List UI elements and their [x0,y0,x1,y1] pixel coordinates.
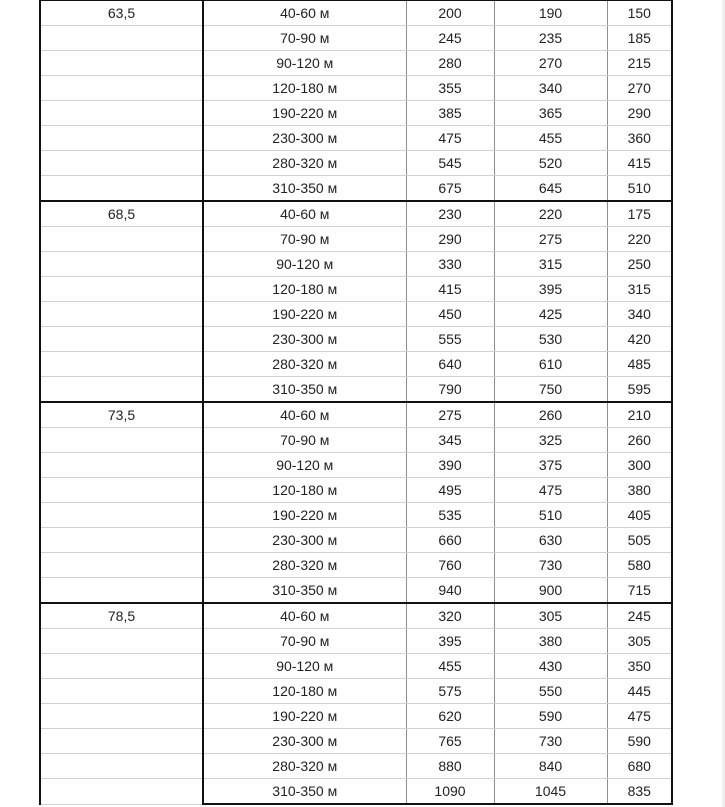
price-cell-1: 1090 [406,779,494,805]
table-row [40,503,672,528]
size-cell-empty [40,252,203,277]
size-cell-empty [40,704,203,729]
price-cell-3: 445 [607,679,672,704]
price-cell-2: 455 [494,126,607,151]
length-cell: 190-220 м [203,302,406,327]
price-cell-2: 235 [494,26,607,51]
price-cell-1: 320 [406,603,494,629]
table-row [40,779,672,805]
size-cell-empty [40,578,203,604]
price-cell-2: 315 [494,252,607,277]
length-cell: 90-120 м [203,453,406,478]
price-table [39,0,673,805]
price-cell-2: 375 [494,453,607,478]
length-cell: 120-180 м [203,277,406,302]
size-cell: 78,5 [40,603,203,629]
price-cell-1: 275 [406,402,494,428]
price-cell-3: 510 [607,176,672,202]
size-cell-empty [40,352,203,377]
table-row [40,176,672,202]
price-cell-3: 300 [607,453,672,478]
size-cell-empty [40,51,203,76]
length-cell: 40-60 м [203,201,406,227]
table-row [40,151,672,176]
length-cell: 70-90 м [203,26,406,51]
size-cell-empty [40,302,203,327]
price-cell-1: 790 [406,377,494,403]
price-cell-1: 245 [406,26,494,51]
price-cell-1: 450 [406,302,494,327]
price-cell-3: 305 [607,629,672,654]
price-cell-1: 535 [406,503,494,528]
price-cell-3: 505 [607,528,672,553]
price-cell-2: 510 [494,503,607,528]
price-cell-2: 750 [494,377,607,403]
table-row [40,578,672,604]
price-cell-2: 610 [494,352,607,377]
table-row [40,704,672,729]
price-cell-1: 330 [406,252,494,277]
table-row [40,277,672,302]
table-row [40,553,672,578]
length-cell: 190-220 м [203,704,406,729]
price-cell-1: 280 [406,51,494,76]
price-cell-1: 940 [406,578,494,604]
length-cell: 310-350 м [203,779,406,805]
price-cell-3: 360 [607,126,672,151]
price-cell-1: 385 [406,101,494,126]
price-cell-1: 455 [406,654,494,679]
table-row [40,252,672,277]
length-cell: 230-300 м [203,327,406,352]
size-cell-empty [40,377,203,403]
price-cell-2: 325 [494,428,607,453]
size-cell-empty [40,176,203,202]
table-row [40,352,672,377]
price-cell-1: 395 [406,629,494,654]
price-cell-2: 430 [494,654,607,679]
price-cell-1: 355 [406,76,494,101]
table-row [40,679,672,704]
table-row [40,302,672,327]
size-cell-empty [40,779,203,805]
size-cell-empty [40,478,203,503]
table-body [40,0,672,804]
price-cell-3: 350 [607,654,672,679]
table-row [40,528,672,553]
price-cell-3: 260 [607,428,672,453]
price-cell-2: 260 [494,402,607,428]
length-cell: 310-350 м [203,578,406,604]
size-cell-empty [40,629,203,654]
length-cell: 230-300 м [203,126,406,151]
table-row [40,729,672,754]
size-cell: 68,5 [40,201,203,227]
price-cell-3: 590 [607,729,672,754]
price-cell-3: 340 [607,302,672,327]
size-cell-empty [40,428,203,453]
price-cell-3: 680 [607,754,672,779]
price-cell-2: 520 [494,151,607,176]
price-cell-1: 880 [406,754,494,779]
price-cell-2: 630 [494,528,607,553]
price-cell-1: 345 [406,428,494,453]
price-cell-2: 380 [494,629,607,654]
length-cell: 70-90 м [203,428,406,453]
price-cell-1: 415 [406,277,494,302]
price-cell-3: 220 [607,227,672,252]
price-cell-3: 405 [607,503,672,528]
table-row [40,402,672,428]
size-cell-empty [40,277,203,302]
length-cell: 230-300 м [203,528,406,553]
price-cell-2: 900 [494,578,607,604]
length-cell: 40-60 м [203,402,406,428]
price-cell-3: 245 [607,603,672,629]
price-cell-2: 730 [494,729,607,754]
length-cell: 310-350 м [203,176,406,202]
price-cell-1: 675 [406,176,494,202]
table-row [40,453,672,478]
price-cell-3: 210 [607,402,672,428]
length-cell: 90-120 м [203,252,406,277]
length-cell: 40-60 м [203,603,406,629]
price-cell-3: 415 [607,151,672,176]
length-cell: 70-90 м [203,629,406,654]
price-cell-3: 835 [607,779,672,805]
table-row [40,428,672,453]
price-cell-3: 175 [607,201,672,227]
table-row [40,478,672,503]
size-cell: 63,5 [40,0,203,26]
table-row [40,227,672,252]
table-row [40,603,672,629]
length-cell: 230-300 м [203,729,406,754]
size-cell-empty [40,101,203,126]
price-cell-1: 760 [406,553,494,578]
price-cell-1: 765 [406,729,494,754]
price-cell-2: 530 [494,327,607,352]
price-cell-2: 220 [494,201,607,227]
price-cell-2: 190 [494,0,607,26]
table-row [40,126,672,151]
price-cell-3: 715 [607,578,672,604]
table-row [40,101,672,126]
price-cell-3: 290 [607,101,672,126]
price-cell-1: 620 [406,704,494,729]
size-cell-empty [40,26,203,51]
price-cell-2: 1045 [494,779,607,805]
price-cell-2: 840 [494,754,607,779]
price-cell-2: 395 [494,277,607,302]
price-cell-3: 150 [607,0,672,26]
price-cell-3: 250 [607,252,672,277]
length-cell: 90-120 м [203,654,406,679]
size-cell: 73,5 [40,402,203,428]
price-cell-2: 730 [494,553,607,578]
price-cell-2: 645 [494,176,607,202]
price-cell-2: 305 [494,603,607,629]
length-cell: 280-320 м [203,754,406,779]
size-cell-empty [40,654,203,679]
table-row [40,327,672,352]
price-cell-2: 270 [494,51,607,76]
table-row [40,377,672,403]
price-cell-3: 595 [607,377,672,403]
length-cell: 280-320 м [203,352,406,377]
size-cell-empty [40,754,203,779]
price-cell-1: 660 [406,528,494,553]
table-row [40,51,672,76]
length-cell: 70-90 м [203,227,406,252]
size-cell-empty [40,327,203,352]
price-cell-1: 390 [406,453,494,478]
length-cell: 310-350 м [203,377,406,403]
length-cell: 190-220 м [203,503,406,528]
table-row [40,26,672,51]
size-cell-empty [40,227,203,252]
price-cell-2: 365 [494,101,607,126]
table-row [40,629,672,654]
price-cell-1: 290 [406,227,494,252]
price-cell-1: 555 [406,327,494,352]
price-cell-3: 420 [607,327,672,352]
length-cell: 120-180 м [203,76,406,101]
price-cell-3: 315 [607,277,672,302]
size-cell-empty [40,553,203,578]
length-cell: 90-120 м [203,51,406,76]
price-cell-3: 475 [607,704,672,729]
price-cell-1: 475 [406,126,494,151]
price-cell-3: 270 [607,76,672,101]
size-cell-empty [40,528,203,553]
price-cell-2: 590 [494,704,607,729]
price-cell-3: 485 [607,352,672,377]
table-row [40,654,672,679]
price-cell-1: 575 [406,679,494,704]
table-row [40,754,672,779]
price-cell-2: 340 [494,76,607,101]
size-cell-empty [40,76,203,101]
price-cell-2: 475 [494,478,607,503]
price-cell-3: 580 [607,553,672,578]
price-cell-3: 215 [607,51,672,76]
price-cell-1: 640 [406,352,494,377]
price-cell-3: 185 [607,26,672,51]
price-cell-1: 545 [406,151,494,176]
length-cell: 40-60 м [203,0,406,26]
size-cell-empty [40,151,203,176]
table-row [40,201,672,227]
length-cell: 120-180 м [203,679,406,704]
length-cell: 120-180 м [203,478,406,503]
size-cell-empty [40,126,203,151]
price-cell-1: 230 [406,201,494,227]
price-cell-2: 275 [494,227,607,252]
price-cell-1: 495 [406,478,494,503]
size-cell-empty [40,729,203,754]
size-cell-empty [40,679,203,704]
size-cell-empty [40,453,203,478]
length-cell: 190-220 м [203,101,406,126]
price-cell-3: 380 [607,478,672,503]
price-cell-2: 550 [494,679,607,704]
size-cell-empty [40,503,203,528]
table-row [40,76,672,101]
table-row [40,0,672,26]
price-cell-1: 200 [406,0,494,26]
length-cell: 280-320 м [203,151,406,176]
length-cell: 280-320 м [203,553,406,578]
price-cell-2: 425 [494,302,607,327]
